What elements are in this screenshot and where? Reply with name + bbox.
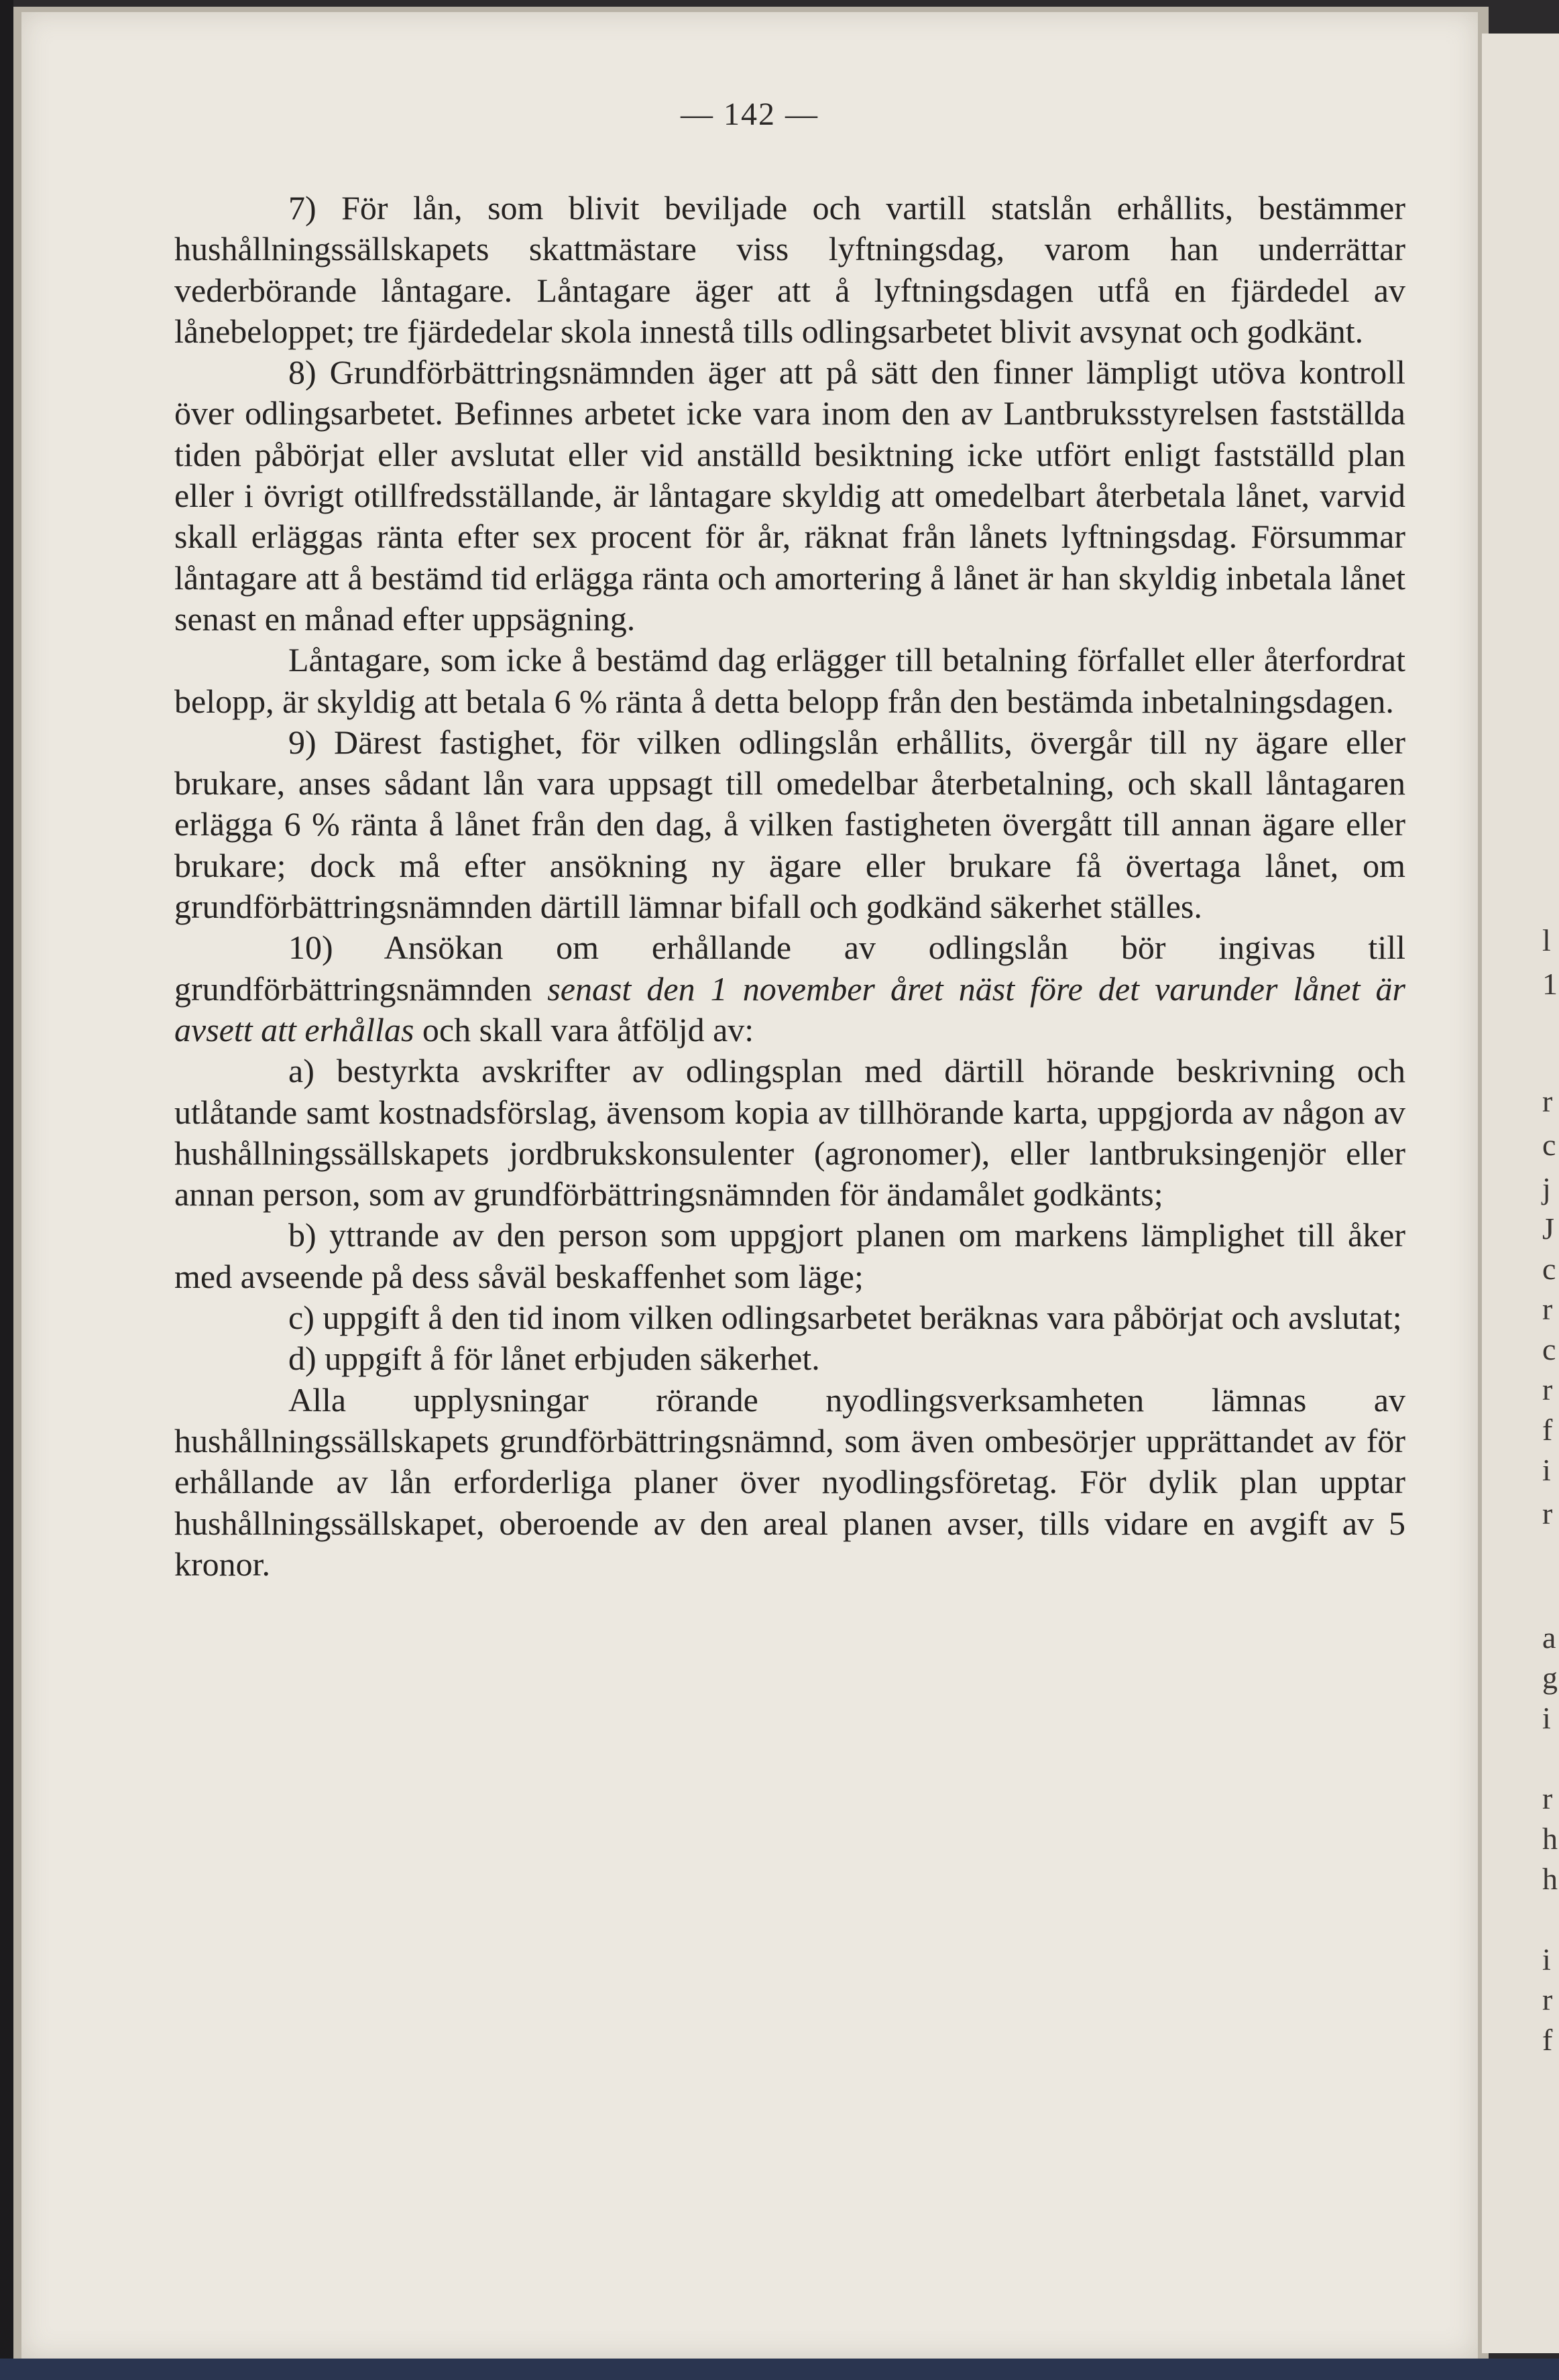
edge-letter: f bbox=[1542, 2023, 1553, 2057]
page-number: — 142 — bbox=[681, 97, 819, 132]
edge-letter: r bbox=[1542, 1982, 1553, 2017]
edge-letter: J bbox=[1542, 1211, 1554, 1246]
paragraph-9: 9) Därest fastighet, för vilken odlingslån erhållits, övergår till ny ägare eller brukare, anses sådant lån vara uppsagt till omedelbar återbetalning, och skall låntagaren erlägga 6 % ränta å lånet från den dag, å vilken fastigheten övergått till annan ägare eller brukare; dock må efter ansökning ny ägare eller brukare få övertaga lånet, om grundförbättringsnämnden därtill lämnar bifall och godkänd säkerhet ställes. bbox=[174, 723, 1405, 926]
edge-letter: r bbox=[1542, 1084, 1553, 1118]
edge-letter: j bbox=[1542, 1171, 1551, 1205]
edge-letter: h bbox=[1542, 1822, 1558, 1856]
edge-letter: g bbox=[1542, 1661, 1558, 1695]
edge-letter: c bbox=[1542, 1128, 1556, 1162]
edge-letter: l bbox=[1542, 923, 1551, 957]
paragraph-8: 8) Grundförbättringsnämnden äger att på sätt den finner lämpligt utöva kontroll över odlingsarbetet. Befinnes arbetet icke vara inom den av Lantbruksstyrelsen fastställda tiden påbörjat eller avslutat eller vid anställd besiktning icke utfört enligt fastställd plan eller i övrigt otillfredsställande, är låntagare skyldig att omedelbart återbetala lånet, varvid skall erläggas ränta efter sex procent för år, räknat från lånets lyftningsdag. Försummar låntagare att å bestämd tid erlägga ränta och amortering å lånet är han skyldig inbetala lånet senast en månad efter uppsägning. bbox=[174, 353, 1405, 638]
book-page bbox=[21, 12, 1478, 2359]
edge-letter: i bbox=[1542, 1453, 1551, 1487]
paragraph-interest: Låntagare, som icke å bestämd dag erlägger till betalning förfallet eller återfordrat belopp, är skyldig att betala 6 % ränta å detta belopp från den bestämda inbetalningsdagen. bbox=[174, 641, 1405, 720]
paragraph-information: Alla upplysningar rörande nyodlingsverksamheten lämnas av hushållningssällskapets grundförbättringsnämnd, som även ombesörjer upprättandet av för erhållande av lån erforderliga planer över nyodlingsföretag. För dylik plan upptar hushållningssällskapet, oberoende av den areal planen avser, tills vidare en avgift av 5 kronor. bbox=[174, 1380, 1405, 1583]
list-item-b: b) yttrande av den person som uppgjort planen om markens lämplighet till åker med avseende på dess såväl beskaffenhet som läge; bbox=[174, 1216, 1405, 1295]
edge-letter: r bbox=[1542, 1292, 1553, 1326]
edge-letter: i bbox=[1542, 1701, 1551, 1735]
paragraph-10 bbox=[174, 927, 1405, 1051]
list-item-d: d) uppgift å för lånet erbjuden säkerhet. bbox=[288, 1340, 820, 1378]
paragraph-10-end: och skall vara åtföljd av: bbox=[414, 1010, 754, 1049]
edge-letter: r bbox=[1542, 1496, 1553, 1531]
page-body bbox=[174, 188, 1405, 1585]
paragraph-10-deadline: senast den 1 november året näst före det varunder lånet är avsett att erhållas bbox=[174, 969, 1405, 1049]
paragraph-10-start: 10) Ansökan om erhållande av odlingslån bör ingivas till grundförbättringsnämnden bbox=[174, 929, 1405, 1008]
list-item-c: c) uppgift å den tid inom vilken odlingsarbetet beräknas vara påbörjat och avslutat; bbox=[288, 1299, 1402, 1337]
book-spine-shadow bbox=[0, 0, 13, 2380]
edge-letter: r bbox=[1542, 1781, 1553, 1816]
edge-letter: c bbox=[1542, 1332, 1556, 1366]
paragraph-7: 7) För lån, som blivit beviljade och vartill statslån erhållits, bestämmer hushållningssällskapets skattmästare viss lyftningsdag, varom han underrättar vederbörande låntagare. Låntagare äger att å lyftningsdagen utfå en fjärdedel av lånebeloppet; tre fjärdedelar skola innestå tills odlingsarbetet blivit avsynat och godkänt. bbox=[174, 189, 1405, 350]
edge-letter: r bbox=[1542, 1372, 1553, 1407]
edge-letter: i bbox=[1542, 1942, 1551, 1976]
book-cover-edge bbox=[0, 2359, 1559, 2380]
list-item-a: a) bestyrkta avskrifter av odlingsplan med därtill hörande beskrivning och utlåtande samt kostnadsförslag, ävensom kopia av tillhörande karta, uppgjorda av någon av hushållningssällskapets jordbrukskonsulenter (agronomer), eller lantbruksingenjör eller annan person, som av grundförbättringsnämnden för ändamålet godkänts; bbox=[174, 1052, 1405, 1213]
edge-letter: a bbox=[1542, 1620, 1556, 1655]
edge-letter: c bbox=[1542, 1252, 1556, 1286]
edge-letter: f bbox=[1542, 1413, 1553, 1447]
adjacent-page-edge bbox=[1482, 34, 1559, 2353]
edge-letter: 1 bbox=[1542, 967, 1558, 1001]
edge-letter: h bbox=[1542, 1862, 1558, 1896]
